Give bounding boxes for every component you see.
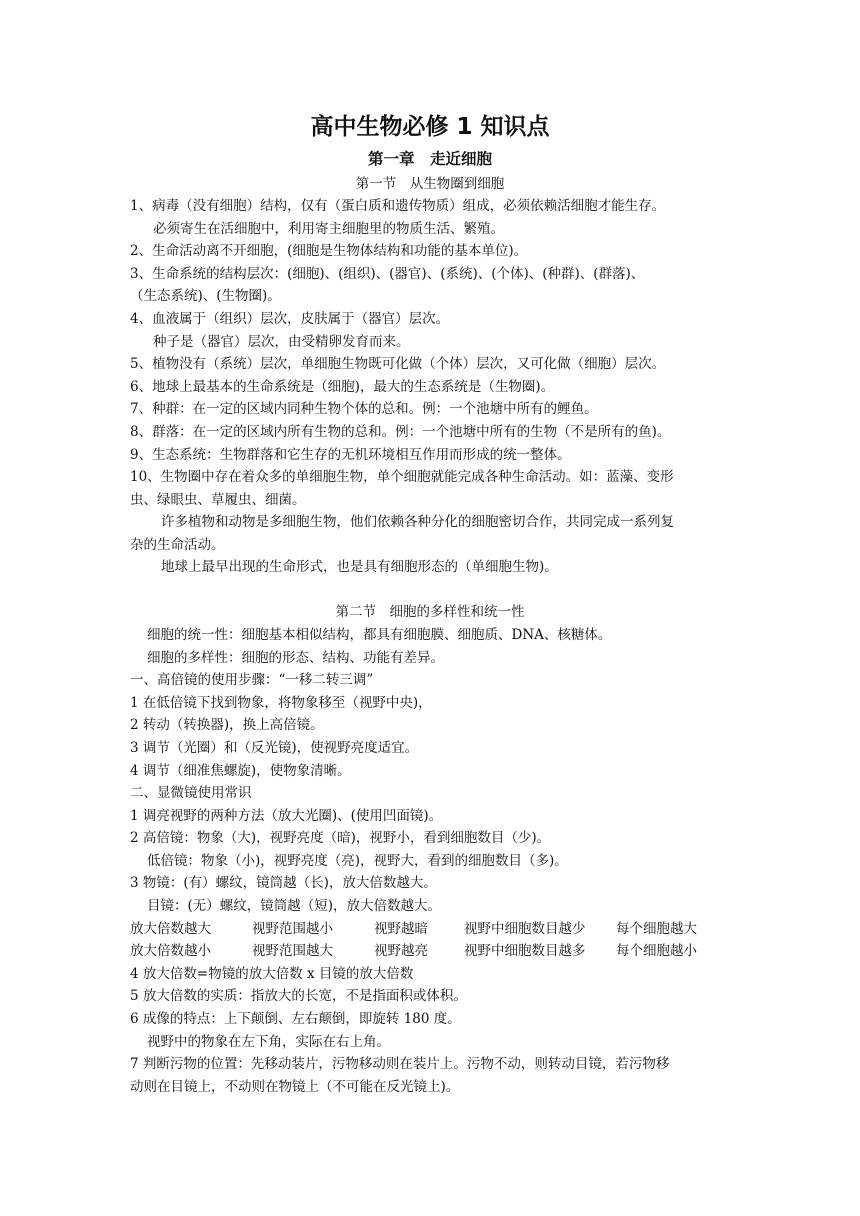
- text-line: 4 放大倍数=物镜的放大倍数 x 目镜的放大倍数: [130, 966, 414, 982]
- text-line: 6 成像的特点：上下颠倒、左右颠倒，即旋转 180 度。: [130, 1011, 461, 1027]
- comparison-cell: 放大倍数越大: [130, 921, 211, 937]
- text-line: 5 放大倍数的实质：指放大的长宽，不是指面积或体积。: [130, 988, 467, 1004]
- comparison-cell: 视野越暗: [374, 921, 428, 937]
- text-line: 种子是（器官）层次，由受精卵发育而来。: [153, 334, 410, 350]
- text-line: 细胞的统一性：细胞基本相似结构，都具有细胞膜、细胞质、DNA、核糖体。: [147, 627, 612, 643]
- text-line: 6、地球上最基本的生命系统是（细胞)，最大的生态系统是（生物圈)。: [130, 379, 555, 395]
- comparison-cell: 视野范围越大: [252, 943, 333, 959]
- text-line: 2 转动（转换器)，换上高倍镜。: [130, 717, 324, 733]
- comparison-cell: 放大倍数越小: [130, 943, 211, 959]
- text-line: 4 调节（细准焦螺旋)，使物象清晰。: [130, 763, 351, 779]
- text-line: 2 高倍镜：物象（大)，视野亮度（暗)，视野小，看到细胞数目（少)。: [130, 830, 551, 846]
- comparison-cell: 视野中细胞数目越多: [464, 943, 586, 959]
- text-line: 细胞的多样性：细胞的形态、结构、功能有差异。: [147, 650, 444, 666]
- text-line: 1 在低倍镜下找到物象，将物象移至（视野中央)，: [130, 695, 432, 711]
- text-line: 目镜：(无）螺纹，镜筒越（短)，放大倍数越大。: [147, 898, 442, 914]
- section-heading: 第一节 从生物圈到细胞: [355, 176, 505, 192]
- text-line: 必须寄生在活细胞中，利用寄主细胞里的物质生活、繁殖。: [153, 221, 504, 237]
- comparison-cell: 视野范围越小: [252, 921, 333, 937]
- section-heading: 第二节 细胞的多样性和统一性: [335, 604, 525, 620]
- text-line: 地球上最早出现的生命形式，也是具有细胞形态的（单细胞生物)。: [161, 559, 558, 575]
- text-line: 1、病毒（没有细胞）结构，仅有（蛋白质和遗传物质）组成，必须依赖活细胞才能生存。: [130, 198, 666, 214]
- text-line: 7、种群：在一定的区域内同种生物个体的总和。例：一个池塘中所有的鲤鱼。: [130, 401, 598, 417]
- text-line: 1 调亮视野的两种方法（放大光圈)、(使用凹面镜)。: [130, 808, 443, 824]
- comparison-cell: 每个细胞越大: [616, 921, 697, 937]
- text-line: 视野中的物象在左下角，实际在右上角。: [147, 1034, 390, 1050]
- text-line: 4、血液属于（组织）层次，皮肤属于（器官）层次。: [130, 311, 450, 327]
- text-line: 3、生命系统的结构层次：(细胞)、(组织)、(器官)、(系统)、(个体)、(种群)、(群落)、: [130, 266, 645, 282]
- text-line: 一、高倍镜的使用步骤：“一移二转三调”: [130, 672, 374, 688]
- text-line: 2、生命活动离不开细胞，(细胞是生物体结构和功能的基本单位)。: [130, 243, 528, 259]
- text-line: 动则在目镜上，不动则在物镜上（不可能在反光镜上)。: [130, 1079, 460, 1095]
- text-line: 9、生态系统：生物群落和它生存的无机环境相互作用而形成的统一整体。: [130, 447, 571, 463]
- text-line: 10、生物圈中存在着众多的单细胞生物，单个细胞就能完成各种生命活动。如：蓝藻、变形: [130, 469, 674, 485]
- text-line: 杂的生命活动。: [130, 537, 225, 553]
- comparison-cell: 视野越亮: [374, 943, 428, 959]
- text-line: 5、植物没有（系统）层次，单细胞生物既可化做（个体）层次，又可化做（细胞）层次。: [130, 356, 666, 372]
- text-line: 二、显微镜使用常识: [130, 785, 252, 801]
- text-line: 虫、绿眼虫、草履虫、细菌。: [130, 492, 306, 508]
- text-line: 8、群落：在一定的区域内所有生物的总和。例：一个池塘中所有的生物（不是所有的鱼)。: [130, 424, 671, 440]
- text-line: 许多植物和动物是多细胞生物，他们依赖各种分化的细胞密切合作，共同完成一系列复: [161, 514, 674, 530]
- text-line: （生态系统)、(生物圈)。: [130, 288, 281, 304]
- text-line: 3 调节（光圈）和（反光镜)，使视野亮度适宜。: [130, 740, 419, 756]
- text-line: 3 物镜：(有）螺纹，镜筒越（长)，放大倍数越大。: [130, 875, 437, 891]
- comparison-cell: 视野中细胞数目越少: [464, 921, 586, 937]
- text-line: 低倍镜：物象（小)，视野亮度（亮)，视野大，看到的细胞数目（多)。: [147, 853, 568, 869]
- document-title: 高中生物必修 1 知识点: [310, 114, 550, 140]
- chapter-heading: 第一章 走近细胞: [367, 150, 492, 168]
- text-line: 7 判断污物的位置：先移动装片，污物移动则在装片上。污物不动，则转动目镜，若污物移: [130, 1056, 670, 1072]
- comparison-cell: 每个细胞越小: [616, 943, 697, 959]
